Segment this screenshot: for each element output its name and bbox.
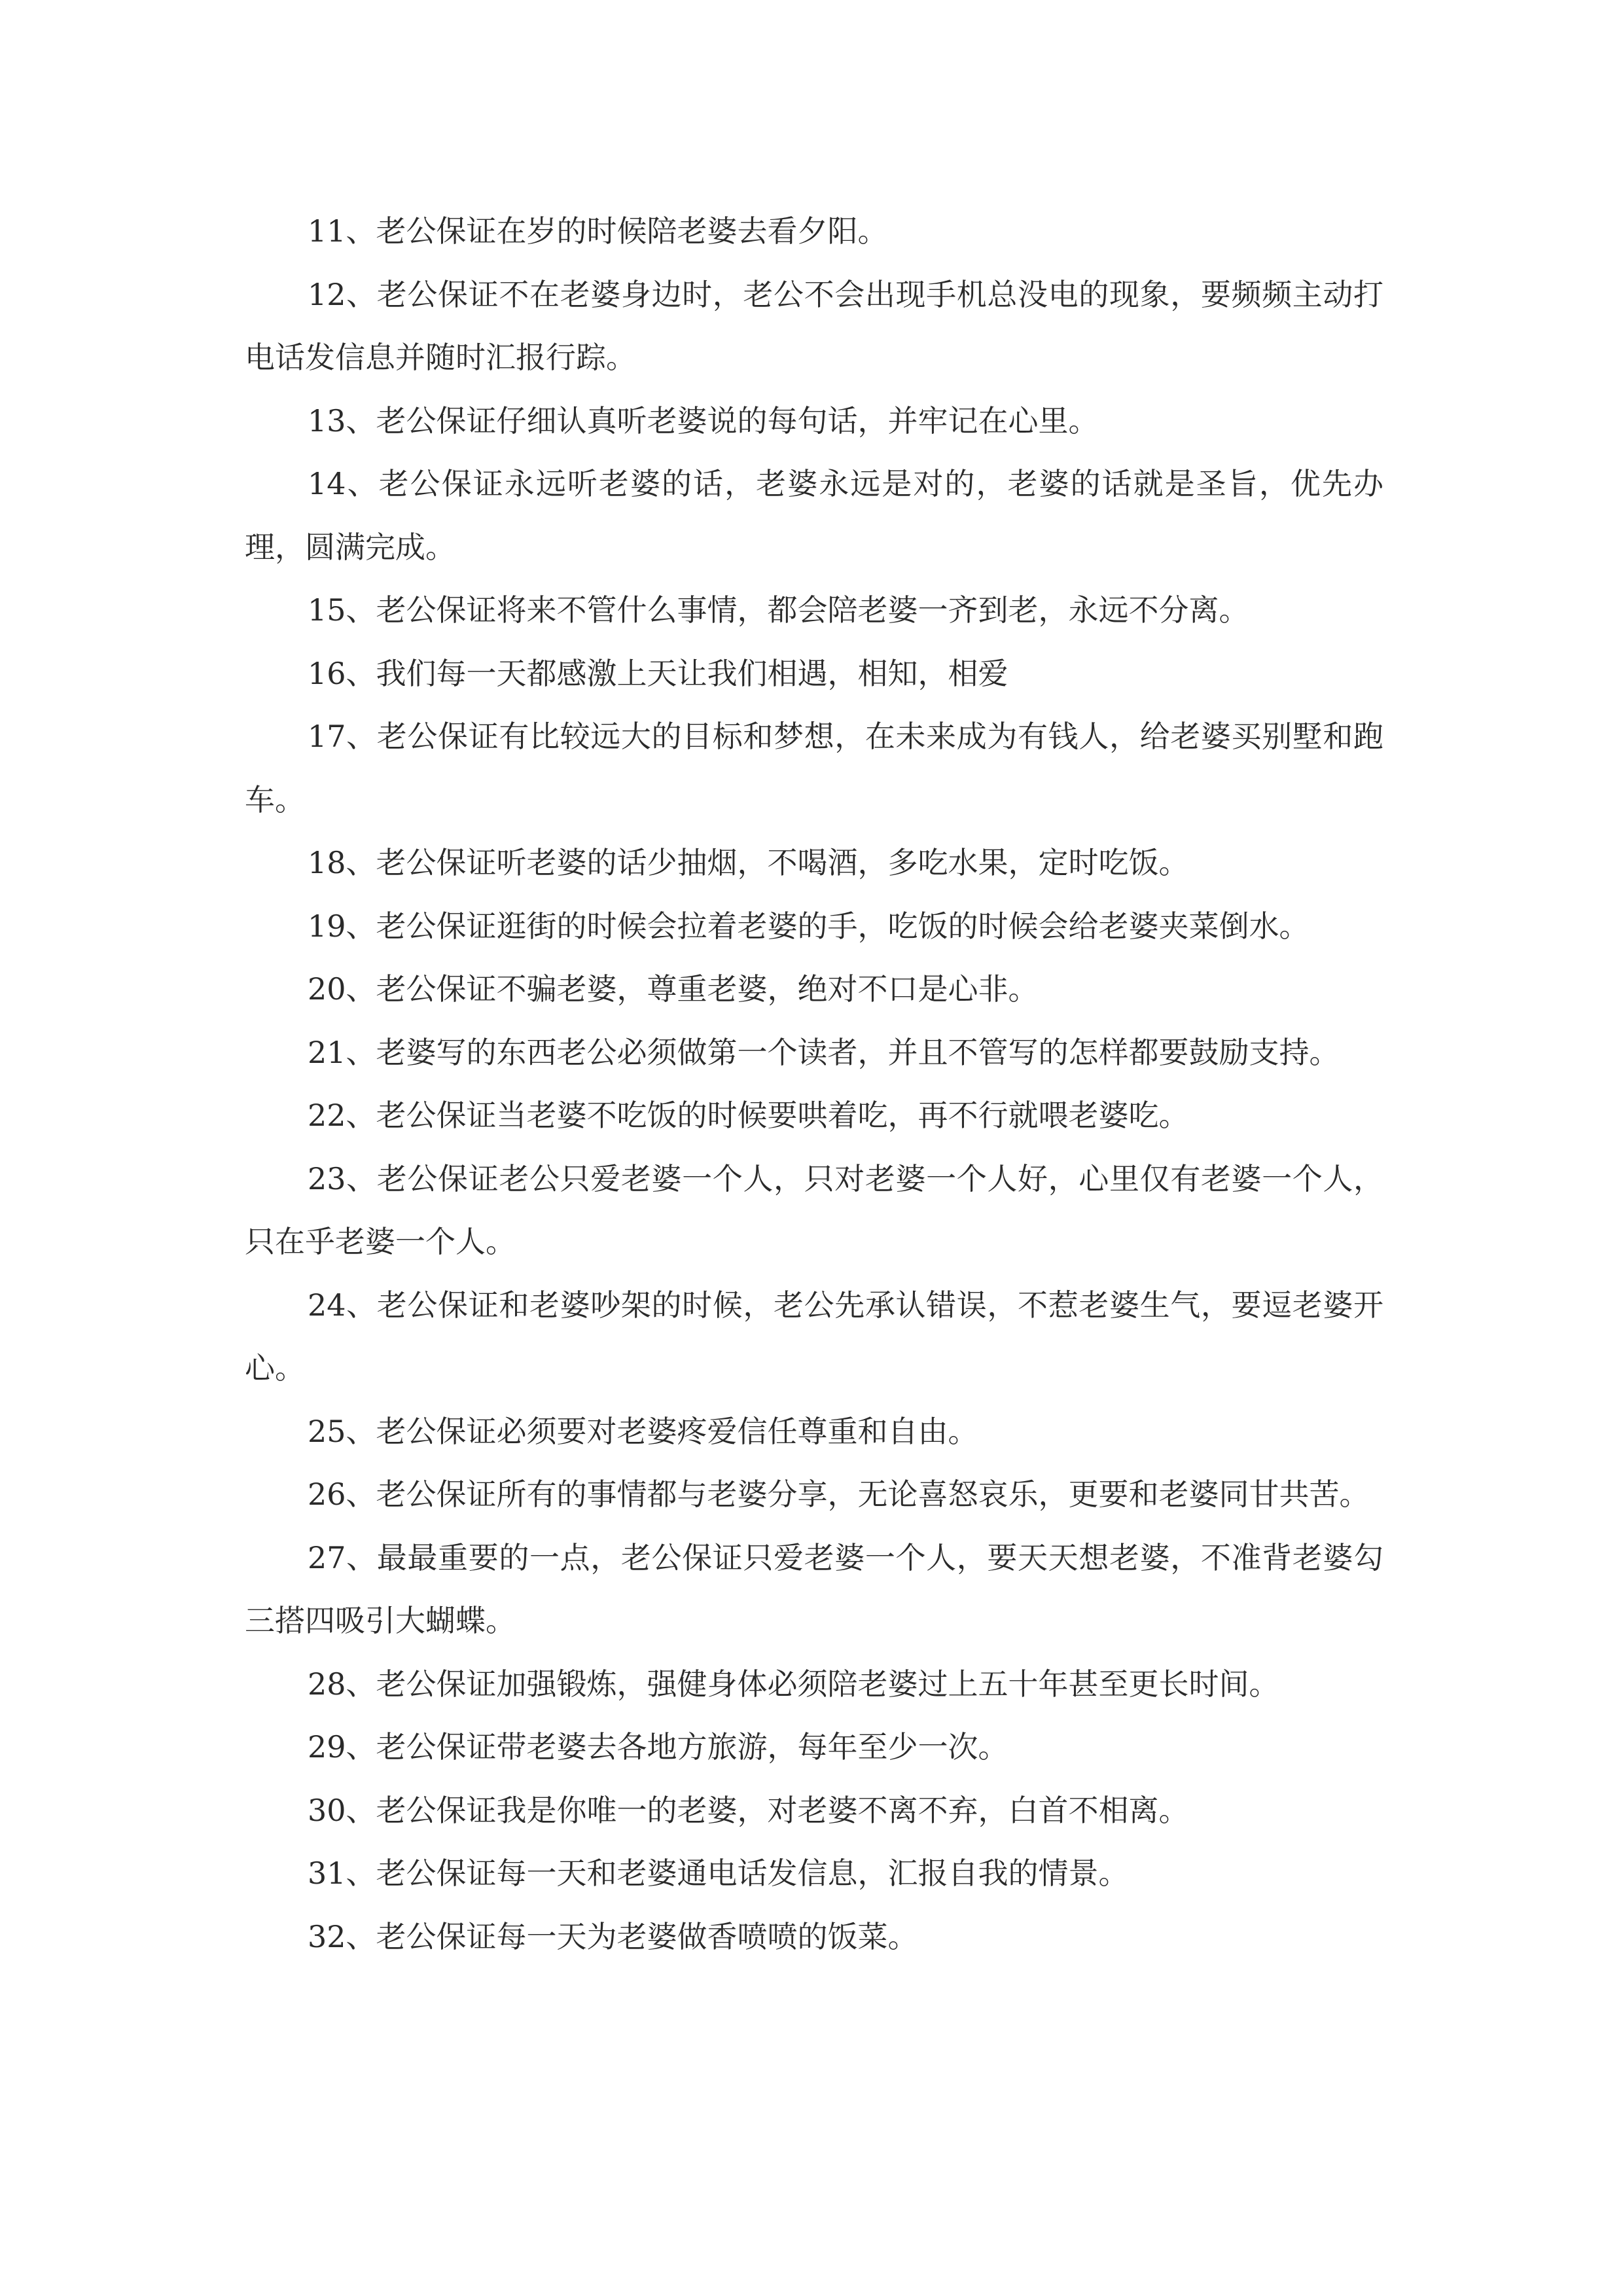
paragraph-12: 12、老公保证不在老婆身边时，老公不会出现手机总没电的现象，要频频主动打电话发信息并随时汇报行踪。 [245,276,1383,375]
paragraph-13: 13、老公保证仔细认真听老婆说的每句话，并牢记在心里。 [308,403,1099,439]
paragraph-18: 18、老公保证听老婆的话少抽烟，不喝酒，多吃水果，定时吃饭。 [308,845,1189,880]
document-body [245,200,1383,1968]
paragraph-17: 17、老公保证有比较远大的目标和梦想，在未来成为有钱人，给老婆买别墅和跑车。 [245,719,1383,817]
paragraph-25: 25、老公保证必须要对老婆疼爱信任尊重和自由。 [308,1413,978,1449]
paragraph-16: 16、我们每一天都感激上天让我们相遇，相知，相爱 [308,655,1008,691]
paragraph-22: 22、老公保证当老婆不吃饭的时候要哄着吃，再不行就喂老婆吃。 [308,1098,1189,1133]
paragraph-11: 11、老公保证在岁的时候陪老婆去看夕阳。 [308,213,888,249]
paragraph-28: 28、老公保证加强锻炼，强健身体必须陪老婆过上五十年甚至更长时间。 [308,1666,1279,1702]
paragraph-20: 20、老公保证不骗老婆，尊重老婆，绝对不口是心非。 [308,971,1039,1007]
paragraph-15: 15、老公保证将来不管什么事情，都会陪老婆一齐到老，永远不分离。 [308,592,1249,628]
paragraph-27: 27、最最重要的一点，老公保证只爱老婆一个人，要天天想老婆，不准背老婆勾三搭四吸引大蝴蝶。 [245,1539,1383,1638]
paragraph-32: 32、老公保证每一天为老婆做香喷喷的饭菜。 [308,1918,918,1954]
paragraph-14: 14、老公保证永远听老婆的话，老婆永远是对的，老婆的话就是圣旨，优先办理，圆满完成。 [245,466,1383,565]
paragraph-23: 23、老公保证老公只爱老婆一个人，只对老婆一个人好，心里仅有老婆一个人，只在乎老婆一个人。 [245,1160,1383,1259]
paragraph-21: 21、老婆写的东西老公必须做第一个读者，并且不管写的怎样都要鼓励支持。 [308,1034,1340,1070]
paragraph-24: 24、老公保证和老婆吵架的时候，老公先承认错误，不惹老婆生气，要逗老婆开心。 [245,1287,1383,1386]
paragraph-31: 31、老公保证每一天和老婆通电话发信息，汇报自我的情景。 [308,1856,1129,1891]
paragraph-29: 29、老公保证带老婆去各地方旅游，每年至少一次。 [308,1729,1008,1765]
paragraph-26: 26、老公保证所有的事情都与老婆分享，无论喜怒哀乐，更要和老婆同甘共苦。 [308,1477,1370,1512]
paragraph-30: 30、老公保证我是你唯一的老婆，对老婆不离不弃，白首不相离。 [308,1792,1189,1828]
paragraph-19: 19、老公保证逛街的时候会拉着老婆的手，吃饭的时候会给老婆夹菜倒水。 [308,908,1310,944]
